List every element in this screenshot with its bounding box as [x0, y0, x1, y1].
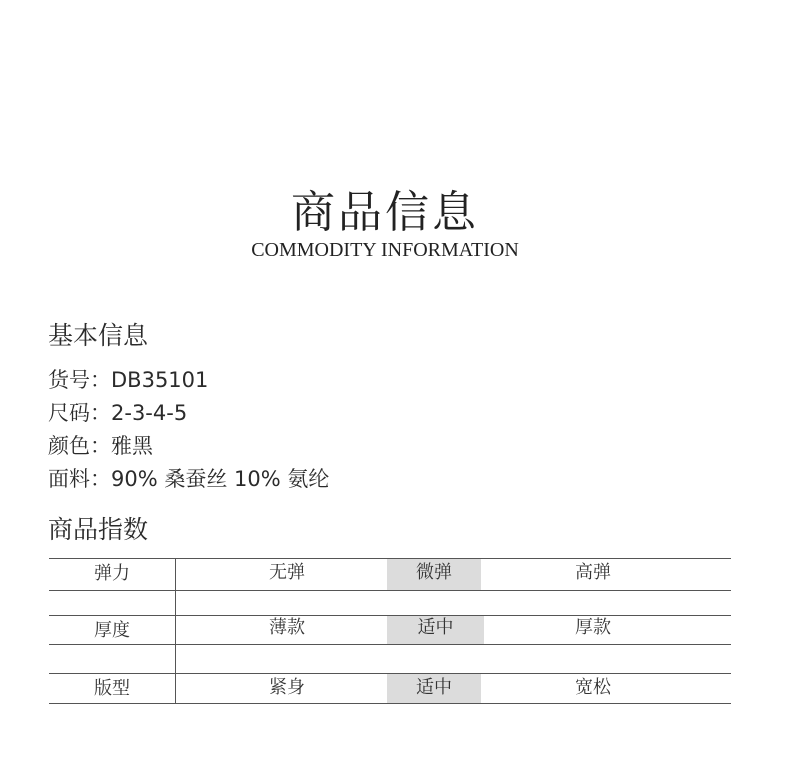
index-heading: 商品指数: [48, 515, 149, 544]
option-thickness-mid: 适中: [417, 617, 454, 638]
option-elasticity-high: 高弹: [575, 562, 611, 583]
info-line-size: 尺码：2-3-4-5: [48, 401, 188, 425]
option-fit-tight: 紧身: [269, 677, 305, 698]
option-fit-regular: 适中: [416, 677, 452, 698]
table-divider: [175, 558, 176, 704]
option-thickness-thin: 薄款: [269, 617, 305, 638]
page-subtitle: COMMODITY INFORMATION: [251, 239, 519, 261]
info-line-color: 颜色：雅黑: [48, 434, 153, 458]
table-rule: [49, 558, 731, 559]
option-thickness-thick: 厚款: [575, 617, 611, 638]
table-rule: [49, 703, 731, 704]
table-rule: [49, 673, 731, 674]
row-label-elasticity: 弹力: [94, 563, 130, 584]
table-rule: [49, 590, 731, 591]
info-line-fabric: 面料：90% 桑蚕丝 10% 氨纶: [48, 467, 330, 491]
basic-info-heading: 基本信息: [48, 321, 149, 350]
option-elasticity-mid: 微弹: [416, 562, 452, 583]
info-line-item-number: 货号：DB35101: [48, 368, 209, 392]
row-label-fit: 版型: [94, 678, 130, 699]
row-label-thickness: 厚度: [94, 620, 130, 641]
option-fit-loose: 宽松: [575, 677, 611, 698]
table-rule: [49, 644, 731, 645]
option-elasticity-low: 无弹: [269, 562, 305, 583]
page-title: 商品信息: [291, 187, 479, 238]
product-index-table: [49, 558, 731, 704]
